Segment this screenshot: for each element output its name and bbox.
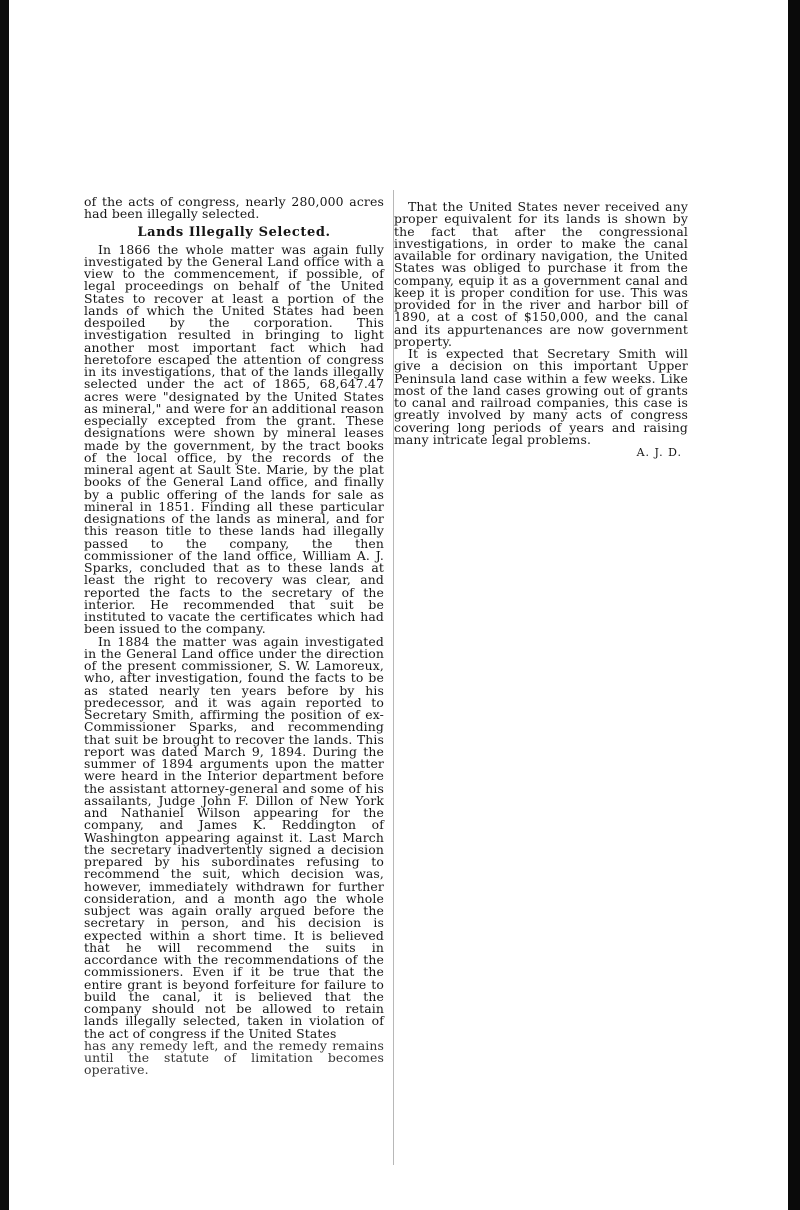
section-heading: Lands Illegally Selected.	[137, 224, 331, 240]
paragraph-1884-tail: has any remedy left, and the remedy remains until the statute of limitation becomes operative.	[84, 1037, 384, 1078]
intro-paragraph: of the acts of congress, nearly 280,000 acres had been illegally selected.	[84, 194, 384, 222]
scan-edge-left	[0, 0, 9, 1210]
paragraph-decision-expected: It is expected that Secretary Smith will give a decision on this important Upper Peninsula land case within a few weeks. Like most of the land cases growing out of grants to canal and railroad companies, this case is greatly involved by many acts of congress covering long periods of years and raising many intricate legal problems.	[394, 346, 688, 447]
article-right-column	[394, 201, 688, 459]
author-signature: A. J. D.	[636, 446, 682, 459]
article-left-column	[84, 196, 384, 1077]
paragraph-equivalent: That the United States never received any proper equivalent for its lands is shown by the fact that after the congressional investigations, in order to make the canal available for ordinary navigation, the United States was obliged to purchase it from the company, equip it as a government canal and keep it is proper condition for use. This was provided for in the river and harbor bill of 1890, at a cost of $150,000, and the canal and its appurtenances are now government property.	[394, 199, 688, 349]
paragraph-1884-investigation: In 1884 the matter was again investigated in the General Land office under the direction of the present commissioner, S. W. Lamoreux, who, after investigation, found the facts to be as stated nearly ten years before by his predecessor, and it was again reported to Secretary Smith, affirming the position of ex-Commissioner Sparks, and recommending that suit be brought to recover the lands. This report was dated March 9, 1894. During the summer of 1894 arguments upon the matter were heard in the Interior department before the assistant attorney-general and some of his assailants, Judge John F. Dillon of New York and Nathaniel Wilson appearing for the company, and James K. Reddington of Washington appearing against it. Last March the secretary inadvertently signed a decision prepared by his subordinates refusing to recommend the suit, which decision was, however, immediately withdrawn for further consideration, and a month ago the whole subject was again orally argued before the secretary in person, and his decision is expected within a short time. It is believed that he will recommend the suits in accordance with the recommendations of the commissioners. Even if it be true that the entire grant is beyond forfeiture for failure to build the canal, it is believed that the company should not be allowed to retain lands illegally selected, taken in violation of the act of congress if the United States	[84, 633, 384, 1041]
scan-edge-right	[788, 0, 800, 1210]
paragraph-1866-investigation: In 1866 the whole matter was again fully investigated by the General Land office with a view to the commencement, if possible, of legal proceedings on behalf of the United States to recover at least a portion of the lands of which the United States had been despoiled by the corporation. This investigation resulted in bringing to light another most important fact which had heretofore escaped the attention of congress in its investigations, that of the lands illegally selected under the act of 1865, 68,647.47 acres were "designated by the United States as mineral," and were for an additional reason especially excepted from the grant. These designations were shown by mineral leases made by the government, by the tract books of the local office, by the records of the mineral agent at Sault Ste. Marie, by the plat books of the General Land office, and finally by a public offering of the lands for sale as mineral in 1851. Finding all these particular designations of the lands as mineral, and for this reason title to these lands had illegally passed to the company, the then commissioner of the land office, William A. J. Sparks, concluded that as to these lands at least the right to recovery was clear, and reported the facts to the secretary of the interior. He recommended that suit be instituted to vacate the certificates which had been issued to the company.	[84, 241, 384, 637]
